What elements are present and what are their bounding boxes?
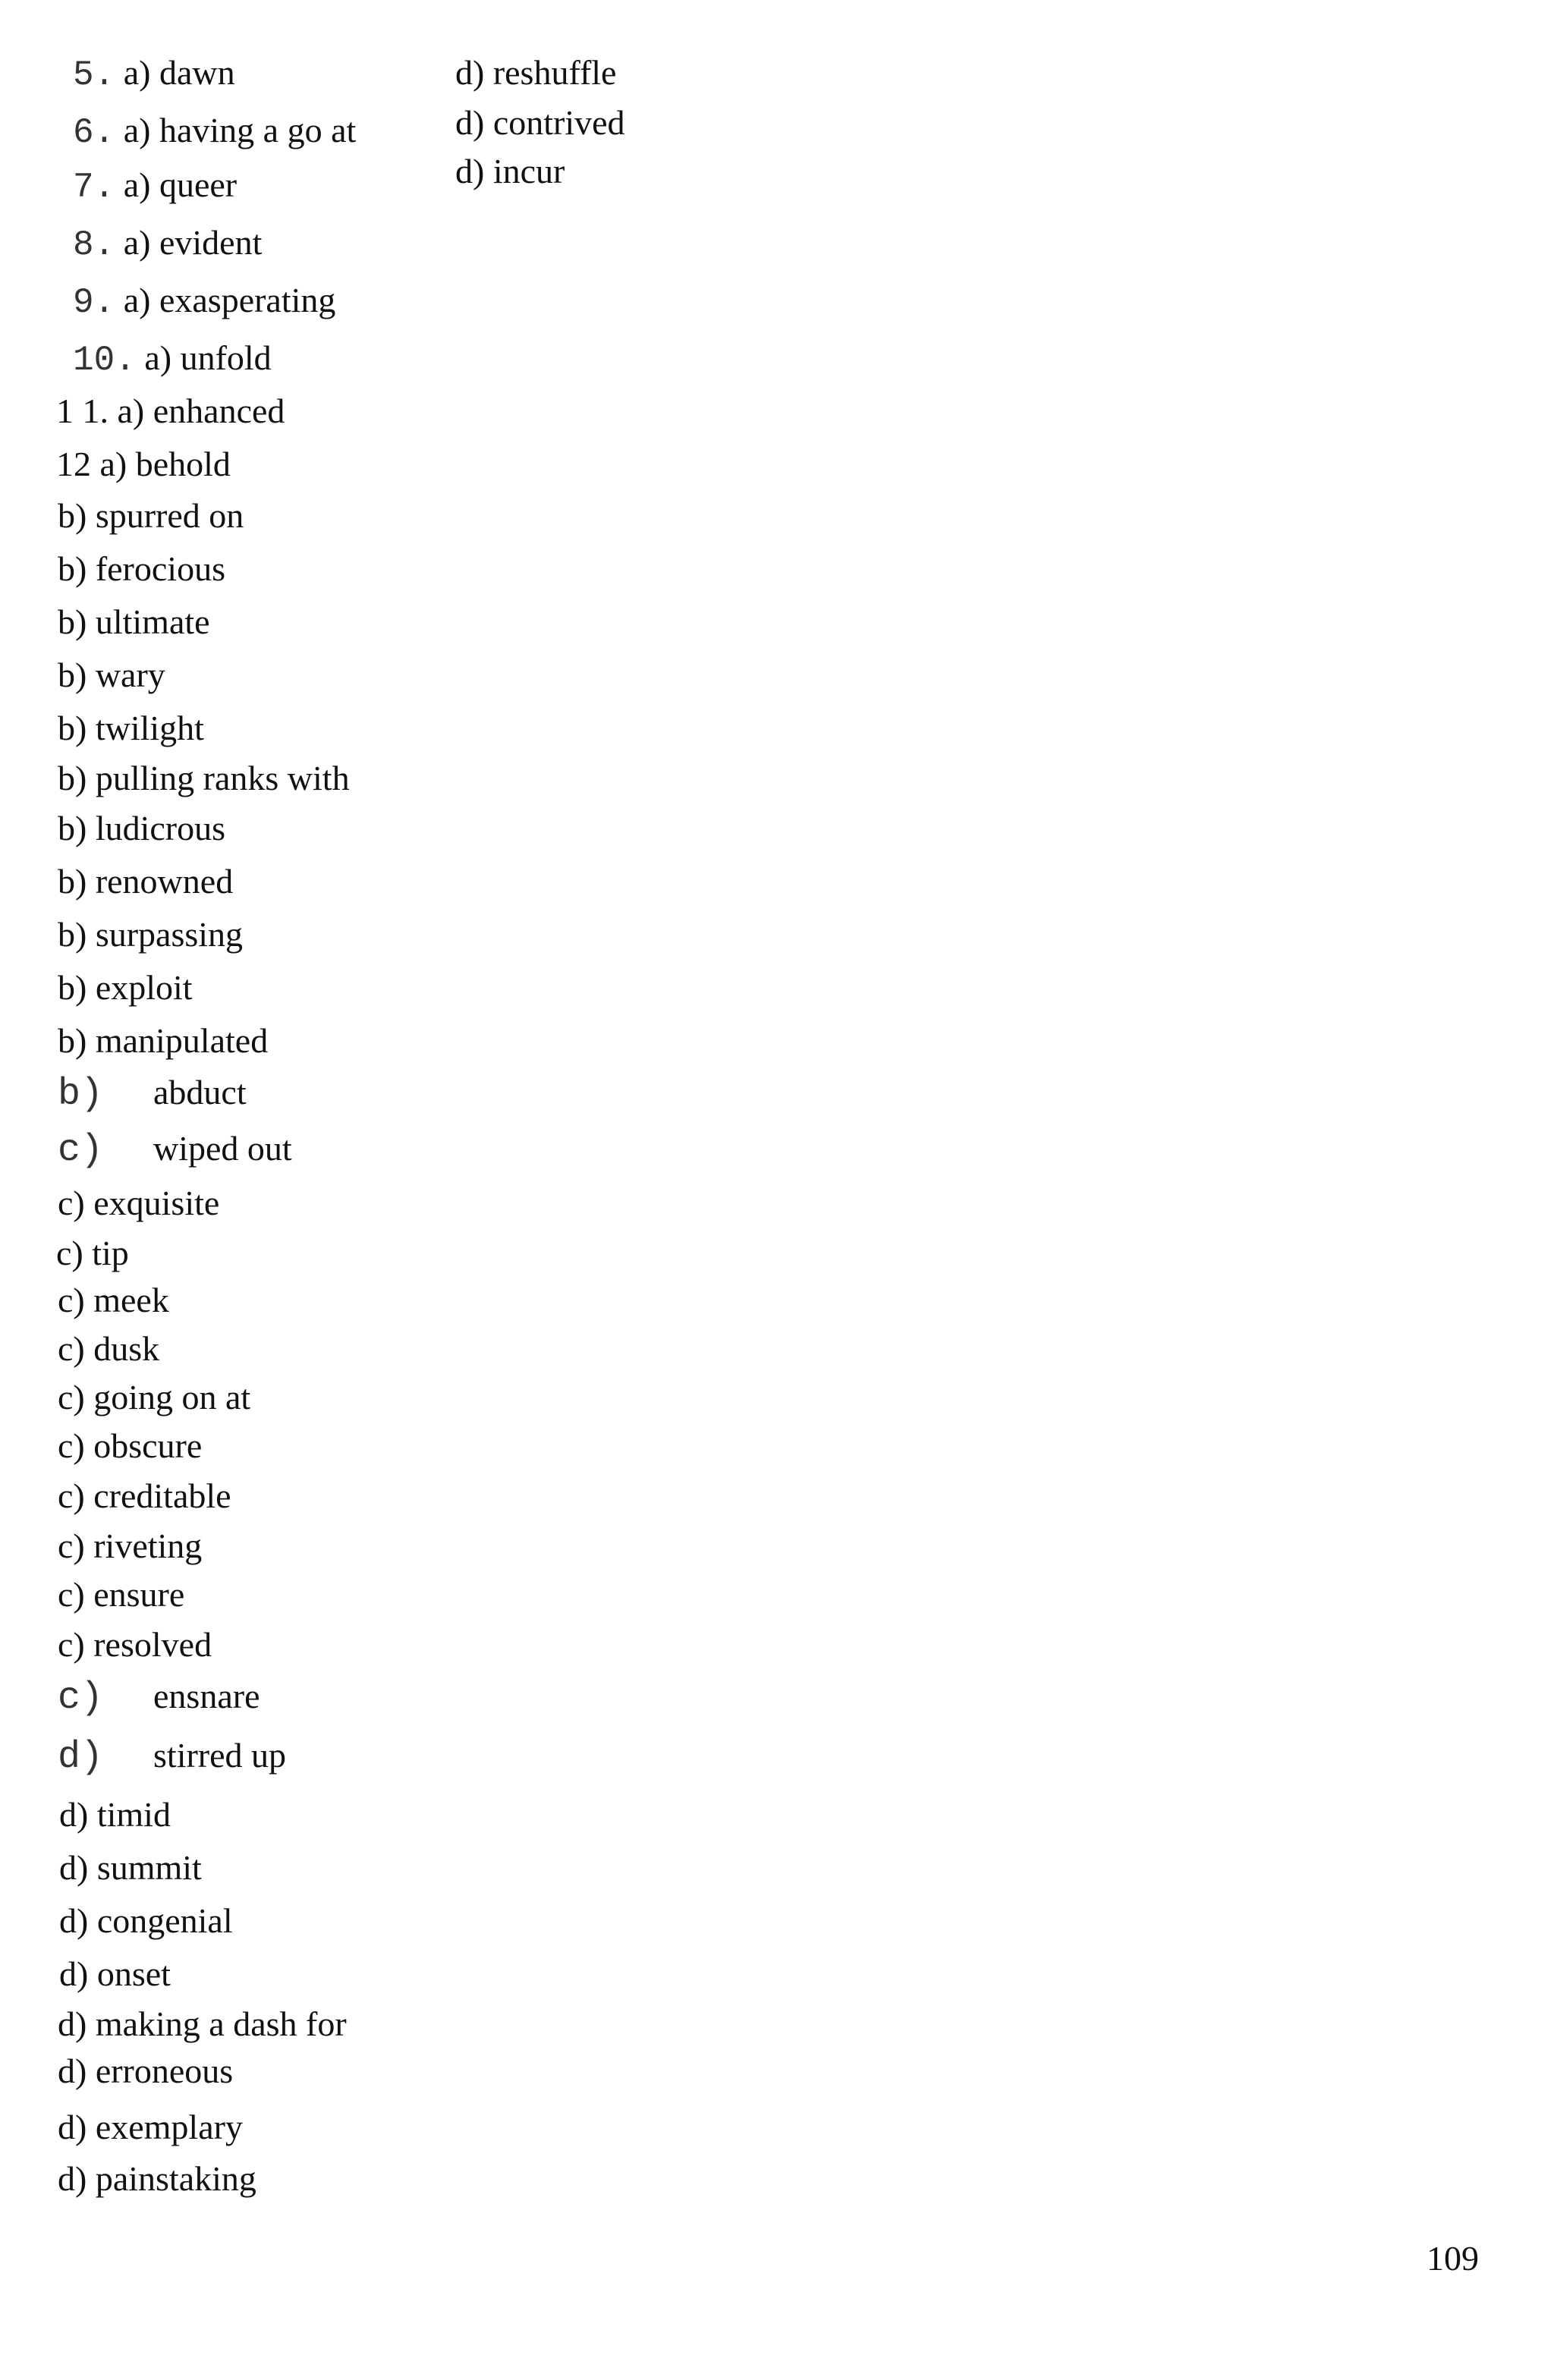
list-item: d) onset (59, 1954, 171, 1993)
list-item: b) surpassing (58, 915, 244, 954)
item-text: wiped out (153, 1129, 292, 1168)
item-text: a) dawn (123, 53, 235, 92)
item-text: a) having a go at (123, 111, 357, 149)
list-item: c) creditable (58, 1476, 231, 1515)
list-item: d) timid (59, 1795, 171, 1834)
item-label: d) (58, 1736, 104, 1779)
list-item: c) going on at (58, 1378, 251, 1416)
item-number: 7. (73, 168, 115, 207)
list-item: c) ensure (58, 1575, 185, 1614)
list-item: d) summit (59, 1848, 202, 1887)
list-item: d) reshuffle (455, 53, 617, 92)
item-text: ensnare (153, 1677, 260, 1715)
list-item: b) renowned (58, 862, 234, 901)
list-item: b) ferocious (58, 549, 225, 588)
page-number: 109 (1427, 2239, 1479, 2278)
item-text: a) unfold (144, 338, 272, 377)
item-label: c) (58, 1677, 104, 1720)
item-label: c) (58, 1129, 104, 1172)
list-item: d) painstaking (58, 2159, 256, 2198)
item-number: 9. (73, 283, 115, 322)
list-item: d) congenial (59, 1901, 233, 1940)
list-item (58, 1073, 247, 1115)
list-item: b) ultimate (58, 602, 210, 641)
item-number: 6. (73, 113, 115, 152)
numbered-item (73, 223, 262, 265)
item-number: 10. (73, 341, 136, 380)
item-text: a) exasperating (123, 281, 336, 319)
list-item: b) wary (58, 656, 165, 694)
list-item: c) meek (58, 1281, 169, 1319)
list-item: b) ludicrous (58, 809, 226, 847)
list-item: c) resolved (58, 1625, 212, 1664)
list-item (58, 1736, 286, 1778)
list-item (58, 1129, 292, 1171)
list-item: c) tip (56, 1234, 129, 1272)
item-number: 8. (73, 225, 115, 265)
list-item: d) contrived (455, 103, 625, 142)
list-item: b) twilight (58, 709, 204, 747)
list-item: c) riveting (58, 1526, 203, 1565)
list-item: d) erroneous (58, 2051, 234, 2090)
list-item: b) exploit (58, 968, 193, 1007)
item-text: a) evident (123, 223, 263, 262)
numbered-item (73, 338, 272, 380)
numbered-item (73, 165, 237, 207)
list-item: 12 a) behold (56, 445, 231, 483)
item-text: abduct (153, 1073, 247, 1111)
numbered-item (73, 111, 356, 152)
item-label: b) (58, 1073, 104, 1116)
list-item: d) making a dash for (58, 2004, 347, 2043)
list-item: b) manipulated (58, 1021, 269, 1060)
list-item (58, 1677, 260, 1718)
item-text: stirred up (153, 1736, 287, 1775)
list-item: d) incur (455, 152, 565, 190)
list-item: b) spurred on (58, 496, 244, 535)
list-item: 1 1. a) enhanced (56, 391, 285, 430)
list-item: c) exquisite (58, 1184, 220, 1222)
numbered-item (73, 53, 235, 95)
list-item: b) pulling ranks with (58, 759, 350, 797)
numbered-item (73, 281, 335, 322)
item-text: a) queer (123, 165, 238, 204)
item-number: 5. (73, 55, 115, 95)
list-item: d) exemplary (58, 2108, 243, 2146)
list-item: c) obscure (58, 1426, 203, 1465)
list-item: c) dusk (58, 1329, 160, 1368)
